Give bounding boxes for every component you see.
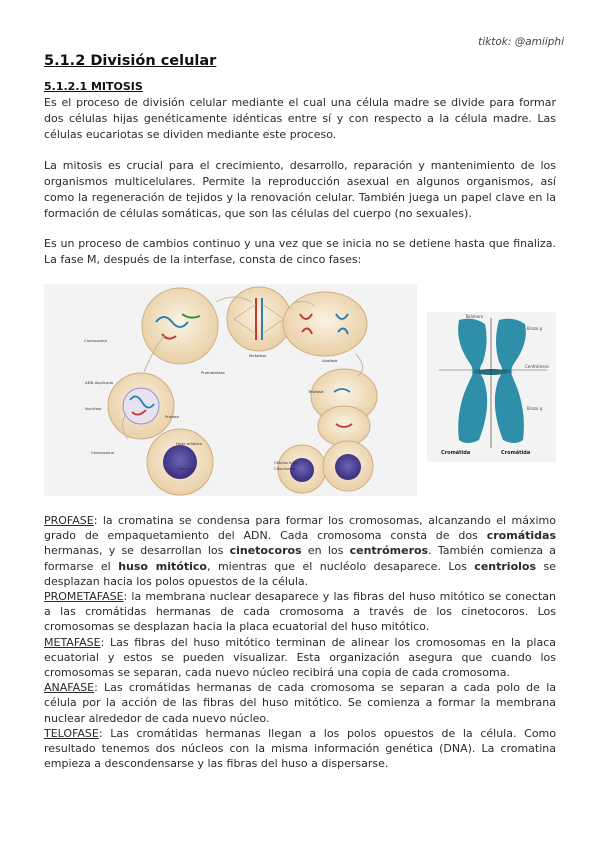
label-brazo-q: Brazo q bbox=[527, 406, 543, 411]
section-title: 5.1.2 División celular bbox=[44, 53, 217, 69]
cell-telofase bbox=[311, 369, 377, 446]
paragraph-importance: La mitosis es crucial para el crecimiento, desarrollo, reparación y mantenimiento de los organismos multicelulares. Permite la reproducción asexual en algunos organismos, así como la regeneración de tejidos y la renovación celular. También juega un papel clave en la formación de células somáticas, que son las células del cuerpo (no sexuales). bbox=[44, 159, 556, 220]
cell-profase bbox=[108, 373, 174, 439]
phase-text: . También comienza a formarse el bbox=[44, 544, 557, 573]
label-cromatida-left: Cromátida bbox=[441, 450, 471, 456]
tiktok-handle: tiktok: @amiiphi bbox=[478, 36, 564, 48]
label-adn: ADN duplicado bbox=[85, 380, 114, 385]
phases-list bbox=[44, 513, 556, 771]
keyword: huso mitótico bbox=[118, 559, 207, 573]
phase-text: : Las cromátidas hermanas llegan a los polos opuestos de la célula. Como resultado tenemos dos núcleos con la misma información genética (DNA). La cromatina empieza a descondensarse y las fibras del huso a dispersarse. bbox=[44, 726, 556, 771]
phase-text: en los bbox=[301, 544, 350, 558]
label-brazo-p: Brazo p bbox=[527, 326, 543, 331]
chromosome-illustration bbox=[427, 312, 556, 462]
keyword: cinetocoros bbox=[229, 544, 302, 558]
keyword: cromátidas bbox=[486, 529, 556, 543]
label-anafase: Anafase bbox=[322, 358, 338, 363]
label-citocinesis: Citocinesis bbox=[274, 466, 295, 471]
label-profase: Profase bbox=[165, 414, 180, 419]
cell-anafase bbox=[283, 292, 367, 356]
keyword: centriolos bbox=[474, 559, 536, 573]
label-celula-hija: Células hijas bbox=[274, 460, 298, 465]
phase-profase bbox=[44, 513, 556, 589]
phase-name: PROMETAFASE bbox=[44, 590, 124, 604]
phase-name: METAFASE bbox=[44, 635, 101, 649]
phase-name: PROFASE bbox=[44, 514, 94, 527]
chromosome-figure bbox=[427, 312, 556, 462]
phase-text: : Las cromátidas hermanas de cada cromosoma se separan a cada polo de la célula por la acción de las fibras del huso mitótico. Se comienza a formar la membrana nuclear alrededor de cada nuevo núcleo. bbox=[44, 681, 556, 725]
phase-telofase bbox=[44, 726, 556, 772]
label-telomero: Telómero bbox=[465, 314, 484, 319]
phase-anafase bbox=[44, 680, 556, 726]
label-telofase: Telofase bbox=[308, 389, 324, 394]
mitosis-cycle-illustration bbox=[44, 284, 417, 496]
mitosis-cycle-figure bbox=[44, 284, 417, 496]
label-cromosoma: Cromosoma bbox=[84, 338, 107, 343]
phase-name: ANAFASE bbox=[44, 681, 95, 695]
keyword: centrómeros bbox=[349, 544, 429, 558]
label-centrosoma: Centrosoma bbox=[91, 450, 115, 455]
phase-text: : la membrana nuclear desaparece y las fibras del huso mitótico se conectan a las cromátidas hermanas de cada cromosoma a través de los cinetocoros. Los cromosomas se desplazan hacia la placa ecuatorial del huso mitótico. bbox=[44, 590, 556, 634]
label-prometafase: Prometafase bbox=[201, 370, 225, 375]
phase-metafase bbox=[44, 635, 556, 681]
phase-prometafase bbox=[44, 589, 556, 635]
paragraph-definition: Es el proceso de división celular mediante el cual una célula madre se divide para formar dos células hijas genéticamente idénticas entre sí y con respecto a la célula madre. Las células eucariotas se dividen mediante este proceso. bbox=[44, 96, 556, 141]
label-centromero: Centrómero bbox=[525, 364, 549, 369]
phase-text: se desplazan hacia los polos opuestos de la célula. bbox=[44, 559, 556, 588]
label-cromatida-right: Cromátida bbox=[501, 450, 531, 456]
label-huso: Huso mitótico bbox=[176, 441, 203, 446]
paragraph-phases-intro: Es un proceso de cambios continuo y una vez que se inicia no se detiene hasta que finaliza. La fase M, después de la interfase, consta de cinco fases: bbox=[44, 237, 556, 266]
phase-text: : la cromatina se condensa para formar los cromosomas, alcanzando el máximo grado de empaquetamiento del ADN. Cada cromosoma consta de dos bbox=[44, 514, 556, 543]
phase-text: : Las fibras del huso mitótico terminan de alinear los cromosomas en la placa ecuatorial y estos se pueden visualizar. Esta organización asegura que cuando los cromosomas se separan, cada nuevo núcleo recibirá una copia de cada cromosoma. bbox=[44, 635, 556, 680]
cell-interfase bbox=[147, 429, 213, 495]
label-interfase: Interfase bbox=[178, 466, 195, 471]
phase-name: TELOFASE bbox=[44, 726, 99, 740]
phase-text: , mientras que el nucléolo desaparece. Los bbox=[206, 559, 475, 573]
label-metafase: Metafase bbox=[249, 353, 267, 358]
subsection-title: 5.1.2.1 MITOSIS bbox=[44, 80, 143, 93]
label-nucleolo: Nucléolo bbox=[85, 406, 102, 411]
phase-text: hermanas, y se desarrollan los bbox=[44, 544, 230, 558]
